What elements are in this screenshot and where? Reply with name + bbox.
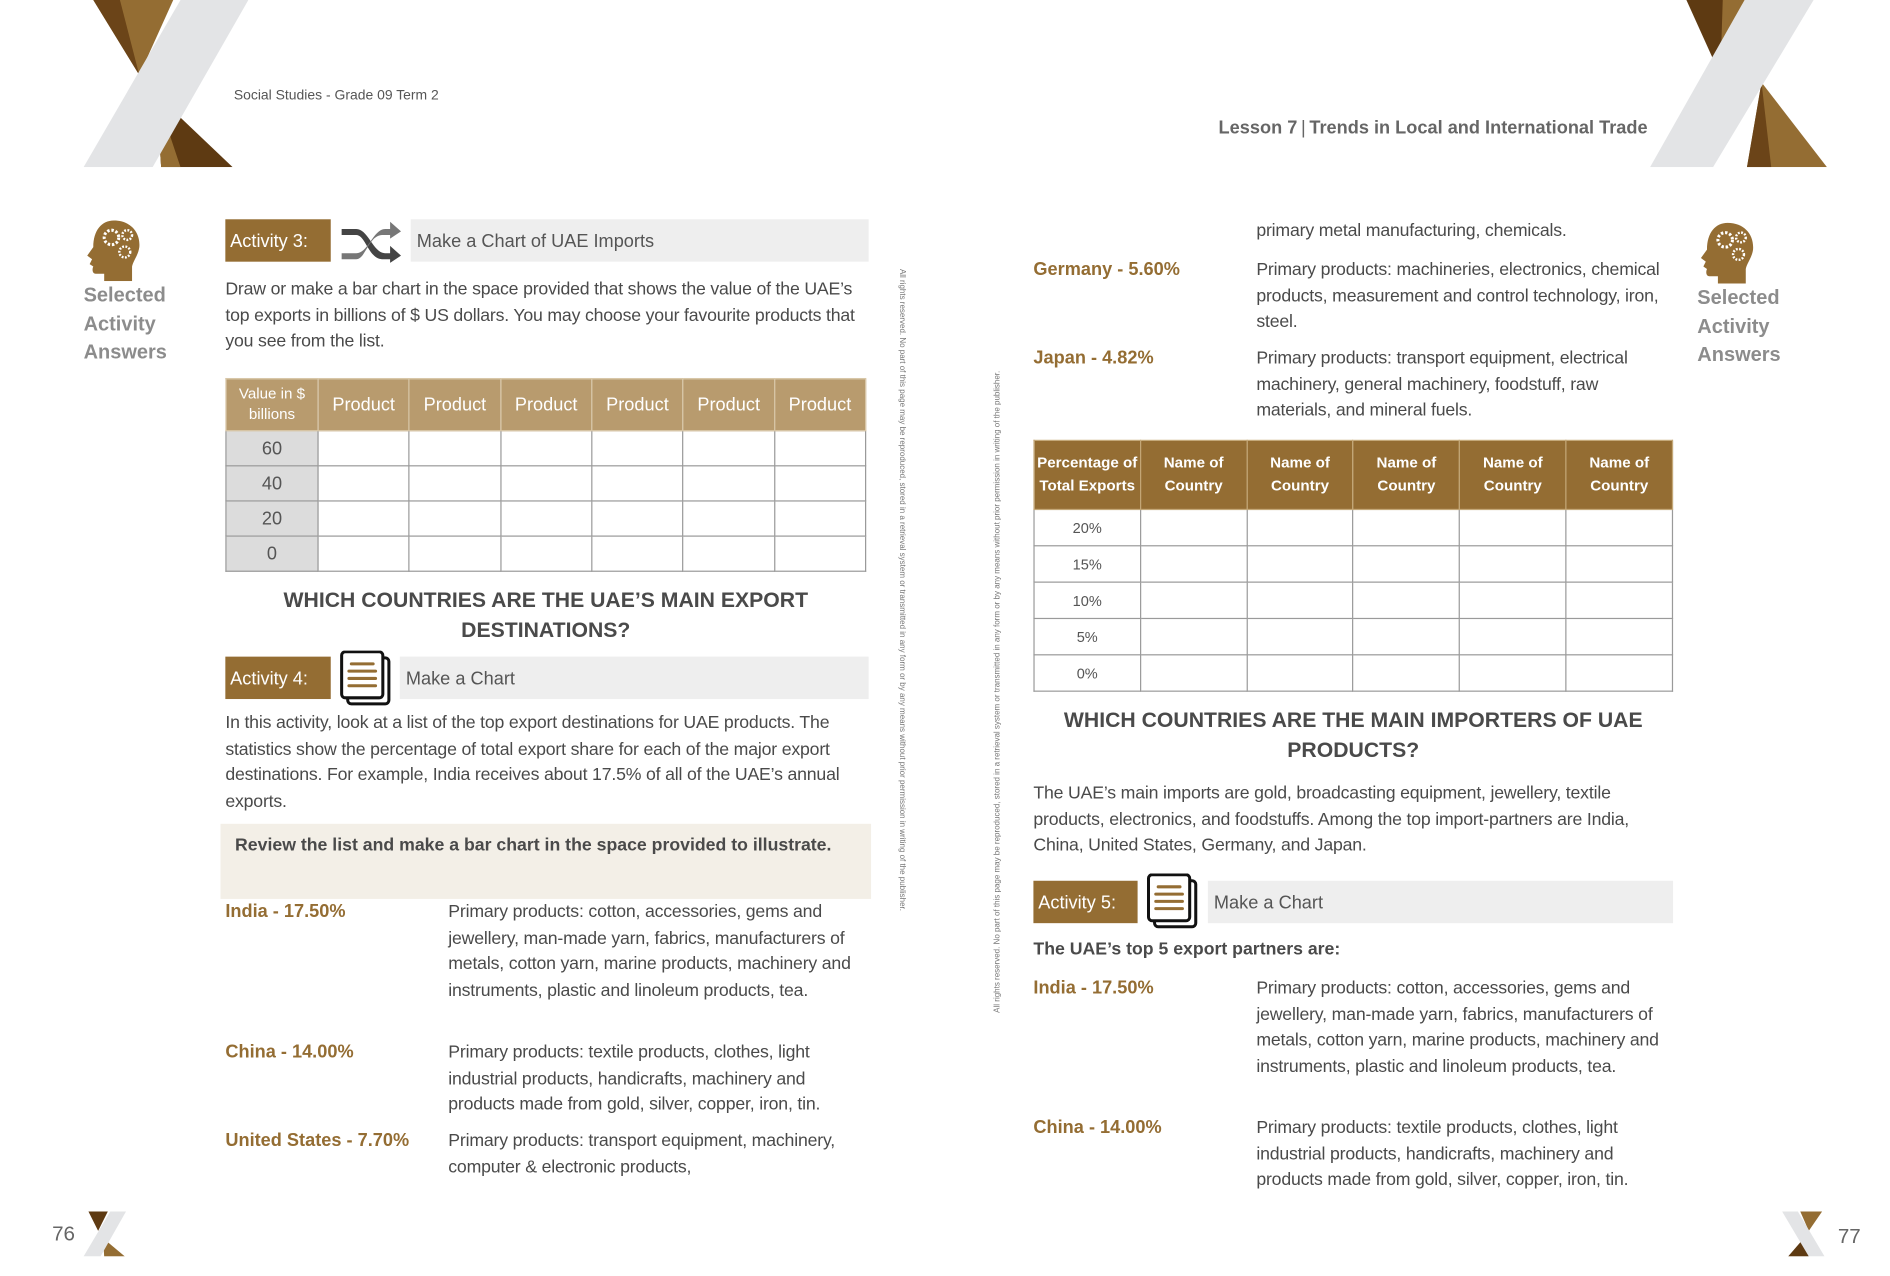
empty-cell[interactable] bbox=[501, 431, 592, 466]
empty-cell[interactable] bbox=[1566, 582, 1672, 618]
head-gears-icon bbox=[85, 218, 143, 281]
empty-cell[interactable] bbox=[409, 466, 500, 501]
empty-cell[interactable] bbox=[1566, 655, 1672, 691]
empty-cell[interactable] bbox=[683, 431, 774, 466]
empty-cell[interactable] bbox=[1460, 618, 1566, 654]
sidebar-label-line: Activity bbox=[83, 313, 156, 335]
sidebar-label-line: Selected bbox=[83, 284, 166, 307]
copyright-notice: All rights reserved. No part of this page may be reproduced, stored in a retrieval system or transmitted in any form or by any means without prior permission in writing of the publisher. bbox=[993, 370, 1002, 1013]
empty-cell[interactable] bbox=[318, 501, 409, 536]
empty-cell[interactable] bbox=[1566, 546, 1672, 582]
shuffle-arrows-icon bbox=[339, 219, 402, 263]
sidebar-label bbox=[84, 282, 167, 367]
percentage-axis-label: 10% bbox=[1034, 582, 1140, 618]
table-header-percentage: Percentage of Total Exports bbox=[1034, 440, 1140, 509]
empty-cell[interactable] bbox=[501, 536, 592, 571]
country-name: India - 17.50% bbox=[225, 901, 346, 922]
table-header-country: Name of Country bbox=[1247, 440, 1353, 509]
empty-cell[interactable] bbox=[774, 466, 865, 501]
x-logo-icon bbox=[84, 0, 249, 167]
empty-cell[interactable] bbox=[592, 536, 683, 571]
page-number-left: 76 bbox=[52, 1222, 76, 1246]
country-products: Primary products: transport equipment, machinery, computer & electronic products, bbox=[448, 1131, 836, 1178]
activity-4-title: Make a Chart bbox=[400, 657, 869, 699]
table-row bbox=[226, 466, 866, 501]
empty-cell[interactable] bbox=[1140, 655, 1246, 691]
table-header-product: Product bbox=[501, 379, 592, 431]
empty-cell[interactable] bbox=[1140, 509, 1246, 545]
copyright-notice: All rights reserved. No part of this page may be reproduced, stored in a retrieval system or transmitted in any form or by any means without prior permission in writing of the publisher. bbox=[897, 268, 907, 911]
empty-cell[interactable] bbox=[501, 466, 592, 501]
sidebar-label bbox=[1697, 285, 1780, 370]
table-header-country: Name of Country bbox=[1460, 440, 1566, 509]
country-products: Primary products: cotton, accessories, gems and jewellery, man-made yarn, fabrics, manufacturers of metals, cotton yarn, marine products, machinery and instruments, plastic and linoleum products, tea. bbox=[448, 902, 851, 1001]
empty-cell[interactable] bbox=[1247, 509, 1353, 545]
imports-paragraph: The UAE’s main imports are gold, broadcasting equipment, jewellery, textile products, electronics, and foodstuffs. Among the top import-partners are India, China, United States, Germany, and Japan. bbox=[1033, 783, 1630, 856]
course-title: Social Studies - Grade 09 Term 2 bbox=[233, 88, 439, 103]
empty-cell[interactable] bbox=[774, 431, 865, 466]
country-name: China - 14.00% bbox=[225, 1041, 354, 1063]
section-heading-main-importers: WHICH COUNTRIES ARE THE MAIN IMPORTERS OF UAE PRODUCTS? bbox=[1063, 707, 1643, 763]
table-header-product: Product bbox=[592, 379, 683, 431]
empty-cell[interactable] bbox=[1140, 546, 1246, 582]
lesson-title: Trends in Local and International Trade bbox=[1309, 117, 1648, 139]
table-header-country: Name of Country bbox=[1140, 440, 1246, 509]
table-header-country: Name of Country bbox=[1566, 440, 1672, 509]
table-row bbox=[1034, 655, 1672, 691]
sidebar-label-line: Answers bbox=[83, 341, 167, 364]
review-instruction-box: Review the list and make a bar chart in the space provided to illustrate. bbox=[220, 824, 871, 899]
empty-cell[interactable] bbox=[409, 431, 500, 466]
country-products: Primary products: transport equipment, electrical machinery, general machinery, foodstuff, raw materials, and mineral fuels. bbox=[1256, 348, 1628, 421]
table-header-value: Value in $ billions bbox=[226, 379, 318, 431]
empty-cell[interactable] bbox=[1460, 509, 1566, 545]
activity-3-instructions: Draw or make a bar chart in the space provided that shows the value of the UAE’s top exports in billions of $ US dollars. You may choose your favourite products that you see from the list. bbox=[225, 279, 855, 352]
sidebar-label-line: Activity bbox=[1697, 315, 1770, 338]
percentage-axis-label: 0% bbox=[1034, 655, 1140, 691]
activity-3-title: Make a Chart of UAE Imports bbox=[411, 219, 869, 261]
empty-cell[interactable] bbox=[1140, 582, 1246, 618]
country-name: United States - 7.70% bbox=[225, 1130, 410, 1151]
percentage-axis-label: 20% bbox=[1034, 509, 1140, 545]
empty-cell[interactable] bbox=[592, 501, 683, 536]
empty-cell[interactable] bbox=[318, 536, 409, 571]
empty-cell[interactable] bbox=[1353, 546, 1459, 582]
country-name: India - 17.50% bbox=[1033, 977, 1154, 999]
empty-cell[interactable] bbox=[1460, 546, 1566, 582]
activity-4-intro: In this activity, look at a list of the top export destinations for UAE products. The statistics show the percentage of total export share for each of the major export destinations. For example, India receives about 17.5% of all of the UAE’s annual exports. bbox=[225, 713, 840, 812]
empty-cell[interactable] bbox=[318, 431, 409, 466]
empty-cell[interactable] bbox=[318, 466, 409, 501]
country-products: Primary products: textile products, clothes, light industrial products, handicrafts, machinery and products made from gold, silver, copper, iron, tin. bbox=[448, 1043, 821, 1115]
country-products: Primary products: machineries, electronics, chemical products, measurement and control technology, iron, steel. bbox=[1256, 260, 1660, 333]
value-axis-label: 40 bbox=[226, 466, 318, 501]
empty-cell[interactable] bbox=[1247, 655, 1353, 691]
table-header-product: Product bbox=[318, 379, 409, 431]
table-row bbox=[1034, 618, 1672, 654]
table-row bbox=[1034, 546, 1672, 582]
country-products: Primary products: textile products, clothes, light industrial products, handicrafts, machinery and products made from gold, silver, copper, iron, tin. bbox=[1256, 1118, 1629, 1190]
table-row bbox=[226, 431, 866, 466]
empty-cell[interactable] bbox=[592, 431, 683, 466]
document-icon bbox=[339, 651, 392, 707]
empty-cell[interactable] bbox=[774, 501, 865, 536]
percentage-axis-label: 5% bbox=[1034, 618, 1140, 654]
head-gears-icon bbox=[1699, 220, 1757, 283]
empty-cell[interactable] bbox=[1566, 509, 1672, 545]
lesson-separator: | bbox=[1300, 117, 1306, 139]
x-logo-small-icon bbox=[1782, 1212, 1824, 1257]
table-row bbox=[1034, 582, 1672, 618]
empty-cell[interactable] bbox=[774, 536, 865, 571]
table-header-row bbox=[1034, 440, 1672, 509]
export-percentage-table bbox=[1033, 440, 1673, 692]
section-heading-export-destinations: WHICH COUNTRIES ARE THE UAE’S MAIN EXPORT DESTINATIONS? bbox=[283, 587, 809, 643]
country-name: Germany - 5.60% bbox=[1033, 259, 1180, 280]
lesson-number: Lesson 7 bbox=[1218, 117, 1298, 139]
empty-cell[interactable] bbox=[1460, 655, 1566, 691]
empty-cell[interactable] bbox=[1140, 618, 1246, 654]
empty-cell[interactable] bbox=[409, 536, 500, 571]
empty-cell[interactable] bbox=[1460, 582, 1566, 618]
table-header-product: Product bbox=[774, 379, 865, 431]
x-logo-icon bbox=[1650, 0, 1827, 167]
empty-cell[interactable] bbox=[1247, 618, 1353, 654]
empty-cell[interactable] bbox=[501, 501, 592, 536]
table-row bbox=[226, 536, 866, 571]
product-value-table bbox=[225, 378, 866, 572]
x-logo-small-icon bbox=[84, 1212, 126, 1257]
empty-cell[interactable] bbox=[592, 466, 683, 501]
table-header-country: Name of Country bbox=[1353, 440, 1459, 509]
activity-5-title: Make a Chart bbox=[1208, 881, 1673, 923]
empty-cell[interactable] bbox=[683, 501, 774, 536]
lesson-header bbox=[1219, 118, 1648, 139]
empty-cell[interactable] bbox=[1353, 509, 1459, 545]
percentage-axis-label: 15% bbox=[1034, 546, 1140, 582]
value-axis-label: 60 bbox=[226, 431, 318, 466]
document-icon bbox=[1146, 873, 1199, 929]
empty-cell[interactable] bbox=[683, 536, 774, 571]
empty-cell[interactable] bbox=[683, 466, 774, 501]
table-header-product: Product bbox=[683, 379, 774, 431]
sidebar-label-line: Selected bbox=[1697, 287, 1780, 309]
empty-cell[interactable] bbox=[1353, 655, 1459, 691]
empty-cell[interactable] bbox=[409, 501, 500, 536]
country-name: Japan - 4.82% bbox=[1033, 347, 1154, 369]
value-axis-label: 0 bbox=[226, 536, 318, 571]
activity-4-label: Activity 4: bbox=[225, 657, 330, 699]
activity-3-label: Activity 3: bbox=[225, 219, 330, 261]
empty-cell[interactable] bbox=[1566, 618, 1672, 654]
table-row bbox=[226, 501, 866, 536]
table-row bbox=[1034, 509, 1672, 545]
empty-cell[interactable] bbox=[1353, 618, 1459, 654]
activity-5-subtitle: The UAE’s top 5 export partners are: bbox=[1033, 940, 1341, 960]
page-number-right: 77 bbox=[1837, 1224, 1861, 1248]
table-header-product: Product bbox=[409, 379, 500, 431]
country-products: Primary products: cotton, accessories, gems and jewellery, man-made yarn, fabrics, manufacturers of metals, cotton yarn, marine products, machinery and instruments, plastic and linoleum products, tea. bbox=[1256, 978, 1659, 1077]
empty-cell[interactable] bbox=[1353, 582, 1459, 618]
empty-cell[interactable] bbox=[1247, 546, 1353, 582]
activity-5-label: Activity 5: bbox=[1033, 881, 1137, 923]
value-axis-label: 20 bbox=[226, 501, 318, 536]
empty-cell[interactable] bbox=[1247, 582, 1353, 618]
continued-text: primary metal manufacturing, chemicals. bbox=[1256, 221, 1567, 242]
table-header-row bbox=[226, 379, 866, 431]
country-name: China - 14.00% bbox=[1033, 1117, 1162, 1138]
sidebar-label-line: Answers bbox=[1697, 344, 1781, 366]
